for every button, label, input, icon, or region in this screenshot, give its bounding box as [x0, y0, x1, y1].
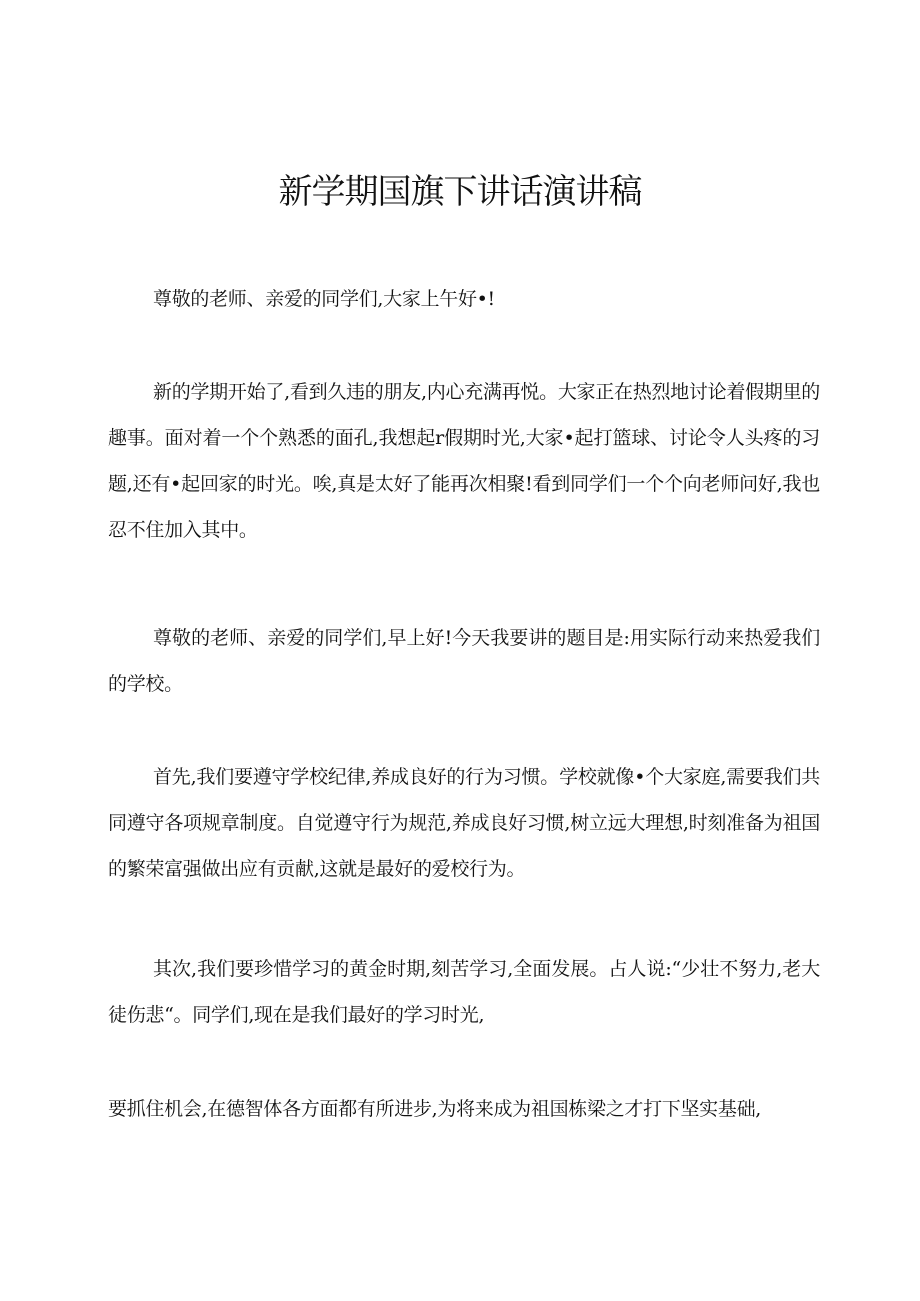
- paragraph-new-semester: 新的学期开始了,看到久违的朋友,内心充满再悦。大家正在热烈地讨论着假期里的趣事。面对着一个个熟悉的面孔,我想起r假期时光,大家•起打篮球、讨论令人头疼的习题,还有•起回家的时光。唉,真是太好了能再次相聚!看到同学们一个个向老师问好,我也忍不住加入其中。: [108, 381, 820, 541]
- document-title: 新学期国旗下讲话演讲稿: [278, 172, 642, 212]
- paragraph-continuation: 要抓住机会,在德智体各方面都有所进步,为将来成为祖国栋梁之才打下坚实基础,: [108, 1098, 762, 1120]
- paragraph-discipline: 首先,我们要遵守学校纪律,养成良好的行为习惯。学校就像•个大家庭,需要我们共同遵守各项规章制度。自觉遵守行为规范,养成良好习惯,树立远大理想,时刻准备为祖国的繁荣富强做出应有贡献,这就是最好的爱校行为。: [108, 766, 820, 880]
- paragraph-study: 其次,我们要珍惜学习的黄金时期,刻苦学习,全面发展。占人说:“少壮不努力,老大徒伤悲“。同学们,现在是我们最好的学习时光,: [108, 958, 820, 1026]
- paragraph-greeting: 尊敬的老师、亲爱的同学们,大家上午好•!: [153, 288, 495, 310]
- paragraph-topic: 尊敬的老师、亲爱的同学们,早上好!今天我要讲的题目是:用实际行动来热爱我们的学校。: [108, 627, 820, 695]
